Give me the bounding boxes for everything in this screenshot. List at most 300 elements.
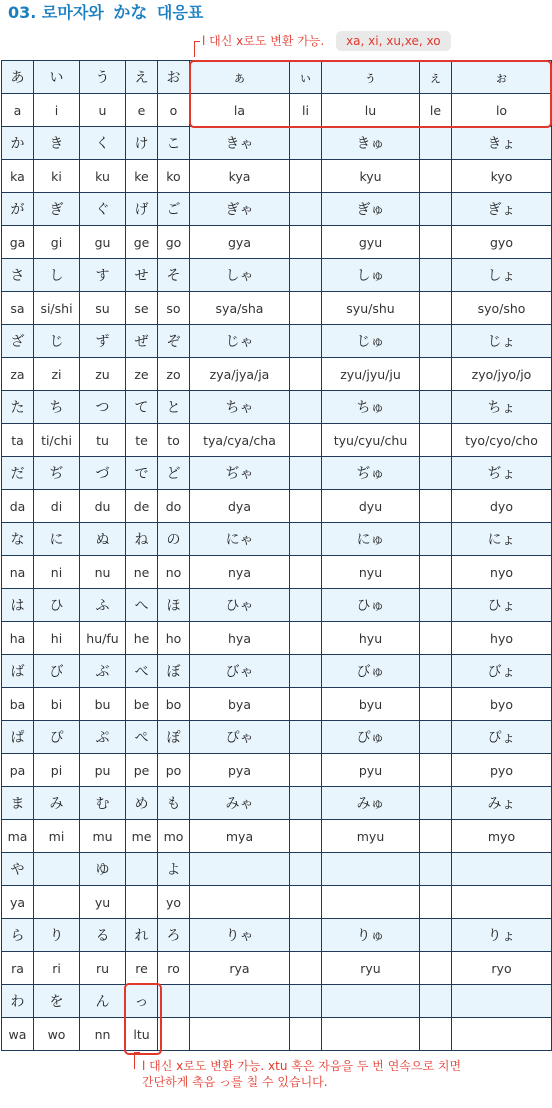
- kana-cell: て: [126, 391, 158, 424]
- roma-cell: [126, 886, 158, 919]
- kana-cell: み: [34, 787, 80, 820]
- roma-cell: ni: [34, 556, 80, 589]
- small-vowels-highlight: [189, 60, 552, 128]
- roma-cell: ki: [34, 160, 80, 193]
- title-text-1: 로마자와: [41, 3, 104, 22]
- roma-cell: bya: [190, 688, 290, 721]
- roma-cell: no: [158, 556, 190, 589]
- roma-cell: da: [2, 490, 34, 523]
- kana-table-body: [2, 61, 552, 1051]
- kana-cell: しょ: [452, 259, 552, 292]
- table-row-roma: [2, 490, 552, 523]
- table-row-kana: [2, 655, 552, 688]
- table-row-kana: [2, 721, 552, 754]
- roma-cell: le: [420, 94, 452, 127]
- kana-cell: ぐ: [80, 193, 126, 226]
- table-row-kana: [2, 457, 552, 490]
- roma-cell: pyu: [322, 754, 420, 787]
- small-tsu-highlight: [124, 983, 162, 1055]
- roma-cell: ryo: [452, 952, 552, 985]
- roma-cell: yo: [158, 886, 190, 919]
- roma-cell: ra: [2, 952, 34, 985]
- kana-cell: ちゅ: [322, 391, 420, 424]
- page-title: [8, 2, 203, 24]
- kana-cell: だ: [2, 457, 34, 490]
- roma-cell: myo: [452, 820, 552, 853]
- roma-cell: ma: [2, 820, 34, 853]
- roma-cell: nu: [80, 556, 126, 589]
- roma-cell: wo: [34, 1018, 80, 1051]
- roma-cell: te: [126, 424, 158, 457]
- kana-cell: ひゃ: [190, 589, 290, 622]
- note-top-pill: xa, xi, xu,xe, xo: [336, 31, 451, 51]
- table-row-kana: [2, 589, 552, 622]
- kana-cell: へ: [126, 589, 158, 622]
- note-bottom: [142, 1058, 461, 1090]
- roma-cell: zyo/jyo/jo: [452, 358, 552, 391]
- roma-cell: myu: [322, 820, 420, 853]
- table-row-roma: [2, 358, 552, 391]
- kana-cell: ひゅ: [322, 589, 420, 622]
- roma-cell: ne: [126, 556, 158, 589]
- roma-cell: [290, 556, 322, 589]
- roma-cell: mi: [34, 820, 80, 853]
- kana-cell: ぅ: [322, 61, 420, 94]
- kana-cell: きゃ: [190, 127, 290, 160]
- kana-cell: ら: [2, 919, 34, 952]
- kana-cell: にゅ: [322, 523, 420, 556]
- kana-cell: き: [34, 127, 80, 160]
- roma-cell: sa: [2, 292, 34, 325]
- roma-cell: [322, 886, 420, 919]
- kana-cell: りゅ: [322, 919, 420, 952]
- kana-cell: [322, 853, 420, 886]
- title-text-2: 대응표: [156, 3, 204, 22]
- roma-cell: [420, 820, 452, 853]
- roma-cell: zya/jya/ja: [190, 358, 290, 391]
- kana-cell: ぴょ: [452, 721, 552, 754]
- kana-cell: ぞ: [158, 325, 190, 358]
- kana-cell: [290, 787, 322, 820]
- table-row-roma: [2, 688, 552, 721]
- roma-cell: hi: [34, 622, 80, 655]
- roma-cell: gu: [80, 226, 126, 259]
- kana-cell: しゅ: [322, 259, 420, 292]
- kana-cell: び: [34, 655, 80, 688]
- kana-cell: せ: [126, 259, 158, 292]
- roma-cell: tu: [80, 424, 126, 457]
- roma-cell: pyo: [452, 754, 552, 787]
- kana-cell: ぎゅ: [322, 193, 420, 226]
- roma-cell: kyo: [452, 160, 552, 193]
- table-row-kana: [2, 523, 552, 556]
- kana-cell: れ: [126, 919, 158, 952]
- roma-cell: ga: [2, 226, 34, 259]
- kana-cell: う: [80, 61, 126, 94]
- kana-cell: [290, 589, 322, 622]
- kana-cell: [34, 853, 80, 886]
- table-row-roma: [2, 1018, 552, 1051]
- roma-cell: li: [290, 94, 322, 127]
- roma-cell: za: [2, 358, 34, 391]
- roma-cell: se: [126, 292, 158, 325]
- roma-cell: [34, 886, 80, 919]
- kana-cell: ち: [34, 391, 80, 424]
- kana-cell: ぴゅ: [322, 721, 420, 754]
- kana-cell: け: [126, 127, 158, 160]
- kana-cell: ちょ: [452, 391, 552, 424]
- kana-cell: あ: [2, 61, 34, 94]
- roma-cell: [420, 556, 452, 589]
- roma-cell: pa: [2, 754, 34, 787]
- roma-cell: ti/chi: [34, 424, 80, 457]
- kana-cell: ぎょ: [452, 193, 552, 226]
- kana-cell: じ: [34, 325, 80, 358]
- kana-cell: [452, 853, 552, 886]
- roma-cell: o: [158, 94, 190, 127]
- roma-cell: a: [2, 94, 34, 127]
- roma-cell: ro: [158, 952, 190, 985]
- roma-cell: [290, 160, 322, 193]
- kana-cell: め: [126, 787, 158, 820]
- roma-cell: ko: [158, 160, 190, 193]
- kana-cell: にょ: [452, 523, 552, 556]
- roma-cell: e: [126, 94, 158, 127]
- roma-cell: na: [2, 556, 34, 589]
- kana-cell: [126, 853, 158, 886]
- roma-cell: zi: [34, 358, 80, 391]
- kana-cell: よ: [158, 853, 190, 886]
- kana-cell: [158, 985, 190, 1018]
- table-row-roma: [2, 424, 552, 457]
- kana-cell: [290, 457, 322, 490]
- roma-cell: ze: [126, 358, 158, 391]
- roma-cell: do: [158, 490, 190, 523]
- title-kana: かな: [113, 3, 148, 23]
- roma-cell: [158, 1018, 190, 1051]
- roma-cell: he: [126, 622, 158, 655]
- kana-cell: ちゃ: [190, 391, 290, 424]
- roma-cell: rya: [190, 952, 290, 985]
- roma-cell: syo/sho: [452, 292, 552, 325]
- roma-cell: su: [80, 292, 126, 325]
- roma-cell: dyu: [322, 490, 420, 523]
- roma-cell: [290, 1018, 322, 1051]
- roma-cell: [420, 160, 452, 193]
- kana-cell: [190, 853, 290, 886]
- roma-cell: kyu: [322, 160, 420, 193]
- roma-cell: to: [158, 424, 190, 457]
- note-bottom-line-2: 간단하게 촉음 っ를 칠 수 있습니다.: [142, 1075, 328, 1089]
- kana-cell: [420, 787, 452, 820]
- kana-cell: く: [80, 127, 126, 160]
- roma-cell: di: [34, 490, 80, 523]
- roma-cell: zyu/jyu/ju: [322, 358, 420, 391]
- roma-cell: [420, 490, 452, 523]
- roma-cell: syu/shu: [322, 292, 420, 325]
- roma-cell: lo: [452, 94, 552, 127]
- roma-cell: ha: [2, 622, 34, 655]
- kana-cell: [290, 259, 322, 292]
- roma-cell: byu: [322, 688, 420, 721]
- table-row-roma: [2, 622, 552, 655]
- kana-cell: ふ: [80, 589, 126, 622]
- kana-cell: ご: [158, 193, 190, 226]
- roma-cell: [420, 226, 452, 259]
- roma-cell: so: [158, 292, 190, 325]
- table-row-kana: [2, 853, 552, 886]
- kana-cell: え: [126, 61, 158, 94]
- kana-cell: ぇ: [420, 61, 452, 94]
- kana-cell: ぽ: [158, 721, 190, 754]
- roma-cell: mya: [190, 820, 290, 853]
- roma-cell: hu/fu: [80, 622, 126, 655]
- roma-cell: [290, 292, 322, 325]
- roma-cell: [322, 1018, 420, 1051]
- kana-cell: や: [2, 853, 34, 886]
- roma-cell: nya: [190, 556, 290, 589]
- kana-cell: [290, 655, 322, 688]
- kana-cell: た: [2, 391, 34, 424]
- kana-cell: ほ: [158, 589, 190, 622]
- kana-cell: ぢょ: [452, 457, 552, 490]
- roma-cell: yu: [80, 886, 126, 919]
- roma-cell: tyo/cyo/cho: [452, 424, 552, 457]
- kana-cell: ぶ: [80, 655, 126, 688]
- roma-cell: gya: [190, 226, 290, 259]
- kana-cell: な: [2, 523, 34, 556]
- table-row-kana: [2, 325, 552, 358]
- roma-cell: ta: [2, 424, 34, 457]
- kana-cell: そ: [158, 259, 190, 292]
- table-row-kana: [2, 259, 552, 292]
- roma-cell: [290, 490, 322, 523]
- roma-cell: [420, 622, 452, 655]
- kana-cell: さ: [2, 259, 34, 292]
- kana-cell: り: [34, 919, 80, 952]
- kana-cell: びゅ: [322, 655, 420, 688]
- roma-cell: de: [126, 490, 158, 523]
- kana-cell: ぃ: [290, 61, 322, 94]
- roma-cell: [290, 820, 322, 853]
- roma-cell: [420, 952, 452, 985]
- roma-cell: ryu: [322, 952, 420, 985]
- roma-cell: [290, 754, 322, 787]
- roma-cell: gi: [34, 226, 80, 259]
- roma-cell: ka: [2, 160, 34, 193]
- roma-cell: ge: [126, 226, 158, 259]
- kana-cell: ざ: [2, 325, 34, 358]
- kana-cell: [420, 325, 452, 358]
- roma-cell: tyu/cyu/chu: [322, 424, 420, 457]
- kana-cell: げ: [126, 193, 158, 226]
- kana-cell: ぢゃ: [190, 457, 290, 490]
- table-row-roma: [2, 226, 552, 259]
- kana-table: [1, 60, 552, 1051]
- note-bottom-line-1: l 대신 x로도 변환 가능. xtu 혹은 자음을 두 번 연속으로 치면: [142, 1059, 462, 1073]
- kana-cell: ね: [126, 523, 158, 556]
- kana-cell: きょ: [452, 127, 552, 160]
- roma-cell: pya: [190, 754, 290, 787]
- kana-cell: ぢ: [34, 457, 80, 490]
- roma-cell: pi: [34, 754, 80, 787]
- kana-cell: が: [2, 193, 34, 226]
- kana-cell: [420, 523, 452, 556]
- kana-cell: ぴゃ: [190, 721, 290, 754]
- roma-cell: ba: [2, 688, 34, 721]
- kana-cell: と: [158, 391, 190, 424]
- kana-cell: わ: [2, 985, 34, 1018]
- table-row-kana: [2, 391, 552, 424]
- roma-cell: bu: [80, 688, 126, 721]
- kana-cell: じゅ: [322, 325, 420, 358]
- roma-cell: pu: [80, 754, 126, 787]
- kana-cell: [420, 127, 452, 160]
- kana-cell: [452, 985, 552, 1018]
- roma-cell: po: [158, 754, 190, 787]
- roma-cell: [420, 358, 452, 391]
- roma-cell: hya: [190, 622, 290, 655]
- kana-cell: ぎゃ: [190, 193, 290, 226]
- roma-cell: [452, 1018, 552, 1051]
- roma-cell: be: [126, 688, 158, 721]
- roma-cell: [290, 952, 322, 985]
- kana-cell: ぎ: [34, 193, 80, 226]
- kana-cell: ば: [2, 655, 34, 688]
- roma-cell: dyo: [452, 490, 552, 523]
- kana-cell: る: [80, 919, 126, 952]
- roma-cell: [290, 226, 322, 259]
- kana-cell: [420, 193, 452, 226]
- kana-cell: [290, 127, 322, 160]
- kana-cell: じゃ: [190, 325, 290, 358]
- table-row-kana: [2, 985, 552, 1018]
- kana-cell: [420, 457, 452, 490]
- kana-cell: か: [2, 127, 34, 160]
- table-row-roma: [2, 886, 552, 919]
- kana-cell: ん: [80, 985, 126, 1018]
- roma-cell: byo: [452, 688, 552, 721]
- kana-cell: [290, 523, 322, 556]
- kana-cell: りょ: [452, 919, 552, 952]
- kana-cell: ず: [80, 325, 126, 358]
- kana-cell: びょ: [452, 655, 552, 688]
- kana-cell: む: [80, 787, 126, 820]
- kana-cell: つ: [80, 391, 126, 424]
- kana-cell: [420, 655, 452, 688]
- roma-cell: du: [80, 490, 126, 523]
- roma-cell: gyu: [322, 226, 420, 259]
- kana-cell: に: [34, 523, 80, 556]
- kana-cell: [290, 325, 322, 358]
- roma-cell: zu: [80, 358, 126, 391]
- roma-cell: ru: [80, 952, 126, 985]
- kana-cell: [420, 259, 452, 292]
- kana-cell: ど: [158, 457, 190, 490]
- kana-cell: ぉ: [452, 61, 552, 94]
- roma-cell: tya/cya/cha: [190, 424, 290, 457]
- roma-cell: ke: [126, 160, 158, 193]
- kana-cell: じょ: [452, 325, 552, 358]
- roma-cell: nyu: [322, 556, 420, 589]
- kana-cell: [420, 853, 452, 886]
- roma-cell: [420, 424, 452, 457]
- table-row-roma: [2, 754, 552, 787]
- kana-cell: ぬ: [80, 523, 126, 556]
- roma-cell: pe: [126, 754, 158, 787]
- kana-cell: [420, 985, 452, 1018]
- roma-cell: mo: [158, 820, 190, 853]
- roma-cell: [290, 424, 322, 457]
- kana-cell: [420, 589, 452, 622]
- roma-cell: hyu: [322, 622, 420, 655]
- roma-cell: [290, 688, 322, 721]
- roma-cell: [190, 1018, 290, 1051]
- kana-cell: みょ: [452, 787, 552, 820]
- kana-cell: で: [126, 457, 158, 490]
- roma-cell: [420, 1018, 452, 1051]
- kana-cell: [190, 985, 290, 1018]
- kana-cell: ぷ: [80, 721, 126, 754]
- roma-cell: me: [126, 820, 158, 853]
- table-row-kana: [2, 919, 552, 952]
- roma-cell: wa: [2, 1018, 34, 1051]
- note-top: [202, 30, 451, 52]
- roma-cell: ltu: [126, 1018, 158, 1051]
- roma-cell: [452, 886, 552, 919]
- kana-cell: [420, 721, 452, 754]
- note-bottom-pointer: [134, 1052, 140, 1069]
- kana-cell: は: [2, 589, 34, 622]
- kana-cell: [290, 391, 322, 424]
- roma-cell: mu: [80, 820, 126, 853]
- kana-cell: ぼ: [158, 655, 190, 688]
- roma-cell: nn: [80, 1018, 126, 1051]
- roma-cell: [420, 292, 452, 325]
- kana-cell: [290, 853, 322, 886]
- kana-cell: づ: [80, 457, 126, 490]
- kana-cell: みゅ: [322, 787, 420, 820]
- roma-cell: [420, 754, 452, 787]
- kana-cell: しゃ: [190, 259, 290, 292]
- kana-cell: も: [158, 787, 190, 820]
- note-top-pointer: [194, 41, 200, 57]
- roma-cell: si/shi: [34, 292, 80, 325]
- table-row-roma: [2, 820, 552, 853]
- kana-cell: い: [34, 61, 80, 94]
- roma-cell: ri: [34, 952, 80, 985]
- table-row-roma: [2, 952, 552, 985]
- table-row-roma: [2, 556, 552, 589]
- roma-cell: [290, 358, 322, 391]
- note-top-text: l 대신 x로도 변환 가능.: [202, 34, 325, 48]
- kana-cell: びゃ: [190, 655, 290, 688]
- kana-cell: べ: [126, 655, 158, 688]
- kana-cell: ぢゅ: [322, 457, 420, 490]
- roma-cell: kya: [190, 160, 290, 193]
- roma-cell: [420, 886, 452, 919]
- kana-cell: ぺ: [126, 721, 158, 754]
- kana-cell: [420, 919, 452, 952]
- roma-cell: re: [126, 952, 158, 985]
- roma-cell: i: [34, 94, 80, 127]
- kana-cell: ゆ: [80, 853, 126, 886]
- kana-cell: きゅ: [322, 127, 420, 160]
- table-row-roma: [2, 292, 552, 325]
- table-row-kana: [2, 127, 552, 160]
- kana-cell: ろ: [158, 919, 190, 952]
- table-row-kana: [2, 193, 552, 226]
